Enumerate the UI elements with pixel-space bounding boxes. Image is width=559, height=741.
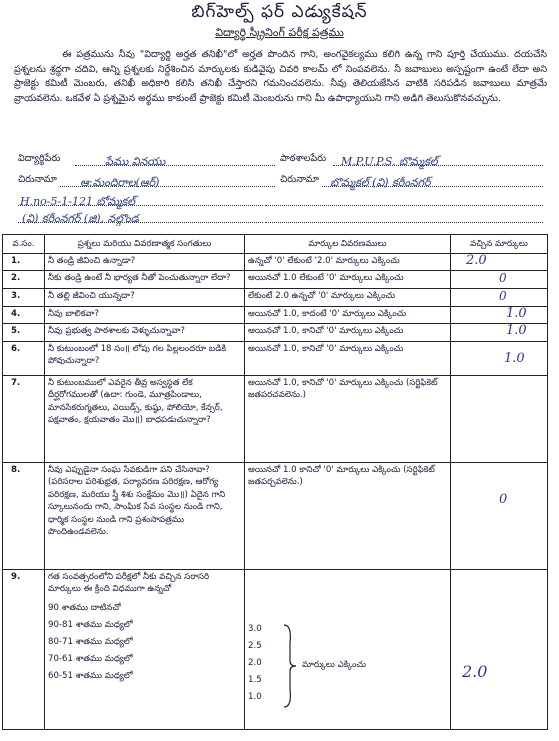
grade-list <box>48 602 241 687</box>
table-row <box>3 341 548 375</box>
grade-marks: 1.0 <box>248 691 262 702</box>
student-name-field[interactable] <box>75 150 275 166</box>
intro-paragraph <box>14 48 547 106</box>
row-marks-rule: అయినచో 1.0 లేకుంటే '0' మార్కులు ఎక్కించు <box>245 271 451 289</box>
row-score[interactable] <box>451 375 548 462</box>
row-question-text: గత సంవత్సరంలోని పరీక్షలో నీకు వచ్చిన సరాసరి మార్కులు ఈ క్రింది విధముగా ఉన్నచో <box>48 571 210 594</box>
school-address-value: బొమ్మకల్ (వి) కరీంనగర్ <box>330 176 431 189</box>
grade-range: 80-71 శాతము మధ్యలో <box>48 636 133 647</box>
brace-icon <box>282 623 298 709</box>
grade-marks: 1.5 <box>248 674 262 685</box>
form-subtitle: విద్యార్థి స్క్రీనింగ్ పరీక్ష పత్రము <box>215 26 344 39</box>
row-score[interactable] <box>451 306 548 323</box>
row-score[interactable] <box>451 254 548 271</box>
row-marks-rule <box>245 569 451 729</box>
row-marks-rule: అయినచో 1.0, కాదంటే '0' మార్కులు ఎక్కించు <box>245 306 451 323</box>
row-question: నీ తండ్రి జీవించి ఉన్నాడా? <box>45 254 245 271</box>
row-score[interactable] <box>451 462 548 569</box>
row-score-value: 0 <box>499 491 508 507</box>
table-row <box>3 569 548 729</box>
row-score-value: 1.0 <box>506 305 527 321</box>
row-marks-rule: అయినచో 1.0, కానిచో '0' మార్కులు ఎక్కించు <box>245 341 451 375</box>
row-number: 9. <box>3 569 45 729</box>
table-row <box>3 271 548 289</box>
address-line-3[interactable] <box>18 207 263 223</box>
address-label: చిరునామా <box>18 174 57 185</box>
row-score[interactable] <box>451 271 548 289</box>
row-question: నీవు ప్రభుత్వ పాఠశాలకు వెళ్ళుచున్నావా? <box>45 323 245 341</box>
address-line-2-value: H.no-5-1-121 బోమ్మకల్ <box>20 195 136 208</box>
table-header-row <box>3 235 548 254</box>
school-name-field[interactable] <box>333 150 543 166</box>
table-row <box>3 254 548 271</box>
row-marks-rule: ఉన్నచో '0' లేకుంటే '2.0' మార్కులు ఎక్కించు <box>245 254 451 271</box>
row-score-value: 2.0 <box>466 253 487 268</box>
address-line-3-value: (వి) కరీంనగర్ (జి), నల్గొండ <box>22 212 139 225</box>
row-number: 4. <box>3 306 45 323</box>
school-name-value: M.P.U.P.S. బొమ్మకల్ <box>341 155 438 168</box>
col-header-number: వ.సం. <box>3 235 45 254</box>
school-name-label: పాఠశాలపేరు <box>280 153 327 164</box>
row-number: 6. <box>3 341 45 375</box>
row-score-value: 2.0 <box>462 661 488 681</box>
row-marks-rule: అయినచో 1.0, కానిచో '0' మార్కులు ఎక్కించు <box>245 323 451 341</box>
row-question: నీ కుటుంబంలో 18 సం॥ లోపు గల పిల్లలందరూ బడికి పోవుచున్నారా? <box>45 341 245 375</box>
school-address-label: చిరునామా <box>280 174 319 185</box>
col-header-marks-detail: మార్కుల వివరణములు <box>245 235 451 254</box>
row-question: నీవు ఎప్పుడైనా సంఘ సేవకుడిగా పని చేసినావా? (పరిసరాల పరిశుభ్రత, పర్యావరణ పరిరక్షణ, ఆరోగ్య పరిరక్షణ, మరియు స్త్రీ శిశు సంక్షేమం మొ॥) ఏదైన గాని స్కూలునందు గాని, సాంఘిక సేవ సంస్థల నుండి గాని, ధార్మిక సంస్థల నుండి గాని ప్రశంసాపత్రము పొందిఉండవలెను. <box>45 462 245 569</box>
table-row <box>3 306 548 323</box>
row-score[interactable] <box>451 569 548 729</box>
row-question: నీవు బాలికవా? <box>45 306 245 323</box>
row-score-value: 0 <box>499 271 507 285</box>
address-value: ఆ:మందిరాల(ఆర్) <box>80 176 160 189</box>
row-marks-rule: అయినచో 1.0, కానిచో '0' మార్కులు ఎక్కించు (సర్టిఫికెట్ జతపరచవలెను.) <box>245 375 451 462</box>
row-question <box>45 569 245 729</box>
row-number: 1. <box>3 254 45 271</box>
address-line-2-right[interactable] <box>265 190 543 206</box>
col-header-question: ప్రశ్నలు మరియు వివరణాత్మక సంగతులు <box>45 235 245 254</box>
row-question: నీకు తండ్రి ఉంటే నీ భార్యత నీతో పెంచుతున్నారా లేదా? <box>45 271 245 289</box>
grade-marks-block <box>248 623 447 709</box>
row-number: 7. <box>3 375 45 462</box>
table-row <box>3 375 548 462</box>
row-number: 3. <box>3 289 45 307</box>
row-marks-rule: అయినచో 1.0 కానిచో '0' మార్కులు ఎక్కించు (సర్టిఫికెట్ జతపర్చవలెను.) <box>245 462 451 569</box>
intro-text: ఈ పత్రమును నీవు "విద్యార్థి అర్హత తనిఖీ"లో అర్హత పొందిన గాని, అంగవైకల్యము కలిగి ఉన్న గాని పూర్తి చేయుము. దయచేసి ప్రశ్నలను శ్రద్ధగా చదివి, ఆన్ని ప్రశ్నలకు నిర్దేశించిన మార్కులకు కుడివైపు చివరి కాలమ్ లో నింపవలెను. నీ జవాబులు అస్పష్టంగా ఉంటే లేదా అని ప్రాజెక్టు కమిటీ మెంబరు, తనిఖీ అధికారి కలిసి తనిఖీ చేస్తారని గమనించవలెను. నీవు తెలియజేసిన వాటికి సరిపడిన జవాబులు మాత్రమే వ్రాయవలెను. ఒకవేళ ఏ ప్రశ్నమైన అర్థము కాకుంటే ప్రాజెక్టు కమిటీ మెంబరును గాని మీ ఉపాధ్యాయుని గాని అడిగి తెలుసుకొనవచ్చును. <box>14 49 547 104</box>
grade-marks: 2.5 <box>248 640 262 651</box>
row-score[interactable] <box>451 289 548 307</box>
grade-marks: 3.0 <box>248 623 262 634</box>
grade-marks: 2.0 <box>248 657 262 668</box>
row-number: 8. <box>3 462 45 569</box>
address-line-2[interactable] <box>18 190 263 206</box>
grade-range: 60-51 శాతము మధ్యలో <box>48 670 133 681</box>
grade-range: 90 శాతము దాటినచో <box>48 602 121 613</box>
address-line-3-right[interactable] <box>265 207 543 223</box>
table-row <box>3 323 548 341</box>
row-score-value: 1.0 <box>506 322 527 338</box>
grade-range: 70-61 శాతము మధ్యలో <box>48 653 133 664</box>
row-question: నీ తల్లి జీవించి యున్నదా? <box>45 289 245 307</box>
row-number: 5. <box>3 323 45 341</box>
col-header-score: వచ్చిన మార్కులు <box>451 235 548 254</box>
grade-marks-instruction: మార్కులు ఎక్కించు <box>302 659 367 670</box>
row-score[interactable] <box>451 323 548 341</box>
grade-range: 90-81 శాతము మధ్యలో <box>48 619 133 630</box>
row-score-value: 0 <box>499 289 507 303</box>
row-marks-rule: లేకుంటే 2.0 ఉన్నచో '0' మార్కులు ఎక్కించు <box>245 289 451 307</box>
student-name-value: పేము వినయు <box>105 155 166 168</box>
row-question: నీ కుటుంబములో ఎవరైన తీవ్ర అస్వస్థత లేక దీర్ఘరోగములతో (ఉదా: గుండె, మూత్రపిండాలు, మానసికరుగ్మతలు, ఎయిడ్స్, కుష్ఠు, పోలియో, కేన్సర్, పక్షవాతం, క్షయవాతం మొ॥) బాధపడుచున్నారా? <box>45 375 245 462</box>
address-field[interactable] <box>60 171 275 187</box>
row-score-value: 1.0 <box>504 350 525 366</box>
screening-table <box>2 234 548 730</box>
table-row <box>3 289 548 307</box>
grade-marks-list <box>248 623 282 709</box>
row-score[interactable] <box>451 341 548 375</box>
row-number: 2. <box>3 271 45 289</box>
form-title: బిగ్‌హెల్ప్ ఫర్ ఎడ్యుకేషన్ <box>191 2 368 22</box>
school-address-field[interactable] <box>322 171 543 187</box>
table-row <box>3 462 548 569</box>
student-name-label: విద్యార్థిపేరు <box>18 153 61 164</box>
